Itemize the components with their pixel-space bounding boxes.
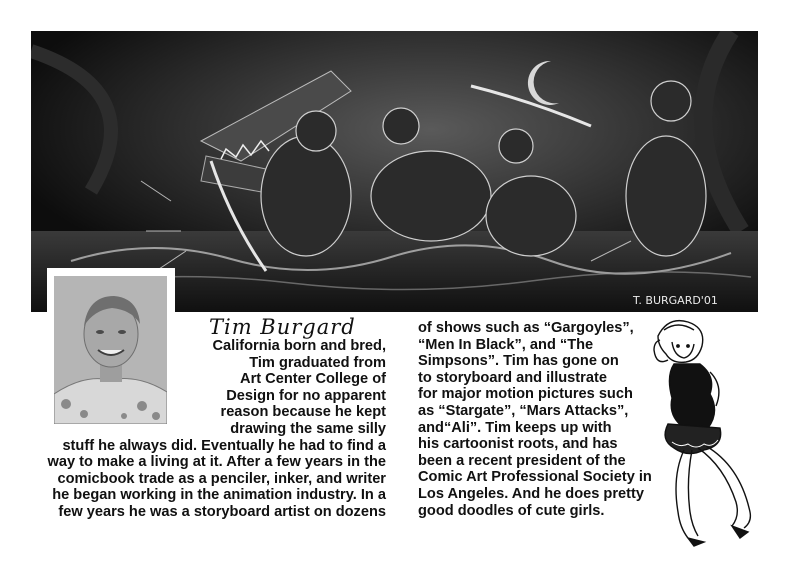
bio-line: he began working in the animation industry. In a bbox=[52, 487, 386, 504]
bio-line: reason because he kept bbox=[220, 404, 386, 421]
bio-line: Simpsons”. Tim has gone on bbox=[418, 353, 619, 370]
bio-line: Los Angeles. And he does pretty bbox=[418, 485, 644, 502]
bio-line: of shows such as “Gargoyles”, bbox=[418, 320, 634, 336]
bio-line: Comic Art Professional Society in bbox=[418, 469, 652, 486]
bio-line: few years he was a storyboard artist on dozens bbox=[58, 503, 386, 520]
bio-line: Art Center College of bbox=[240, 371, 386, 388]
pinup-girl-illustration-icon bbox=[628, 316, 768, 548]
bio-line: California born and bred, bbox=[212, 338, 386, 354]
bio-line: way to make a living at it. After a few years in the bbox=[47, 454, 386, 471]
bio-line: Design for no apparent bbox=[226, 387, 386, 404]
bio-line: comicbook trade as a penciler, inker, and writer bbox=[57, 470, 386, 487]
bio-line: Tim graduated from bbox=[249, 354, 386, 371]
bio-line: and“Ali”. Tim keeps up with bbox=[418, 419, 612, 436]
bio-line: as “Stargate”, “Mars Attacks”, bbox=[418, 402, 629, 419]
artist-signature: T. BURGARD'01 bbox=[633, 294, 718, 307]
bio-line: to storyboard and illustrate bbox=[418, 369, 607, 386]
bio-line: for major motion pictures such bbox=[418, 386, 633, 403]
bio-line: good doodles of cute girls. bbox=[418, 502, 605, 519]
bio-left-column bbox=[26, 338, 386, 521]
author-name-signature: Tim Burgard bbox=[209, 315, 356, 339]
bio-line: been a recent president of the bbox=[418, 452, 626, 469]
bio-line: “Men In Black”, and “The bbox=[418, 336, 594, 353]
bio-line: stuff he always did. Eventually he had to find a bbox=[62, 437, 386, 454]
bio-line: drawing the same silly bbox=[230, 420, 386, 437]
bio-line: his cartoonist roots, and has bbox=[418, 436, 618, 453]
